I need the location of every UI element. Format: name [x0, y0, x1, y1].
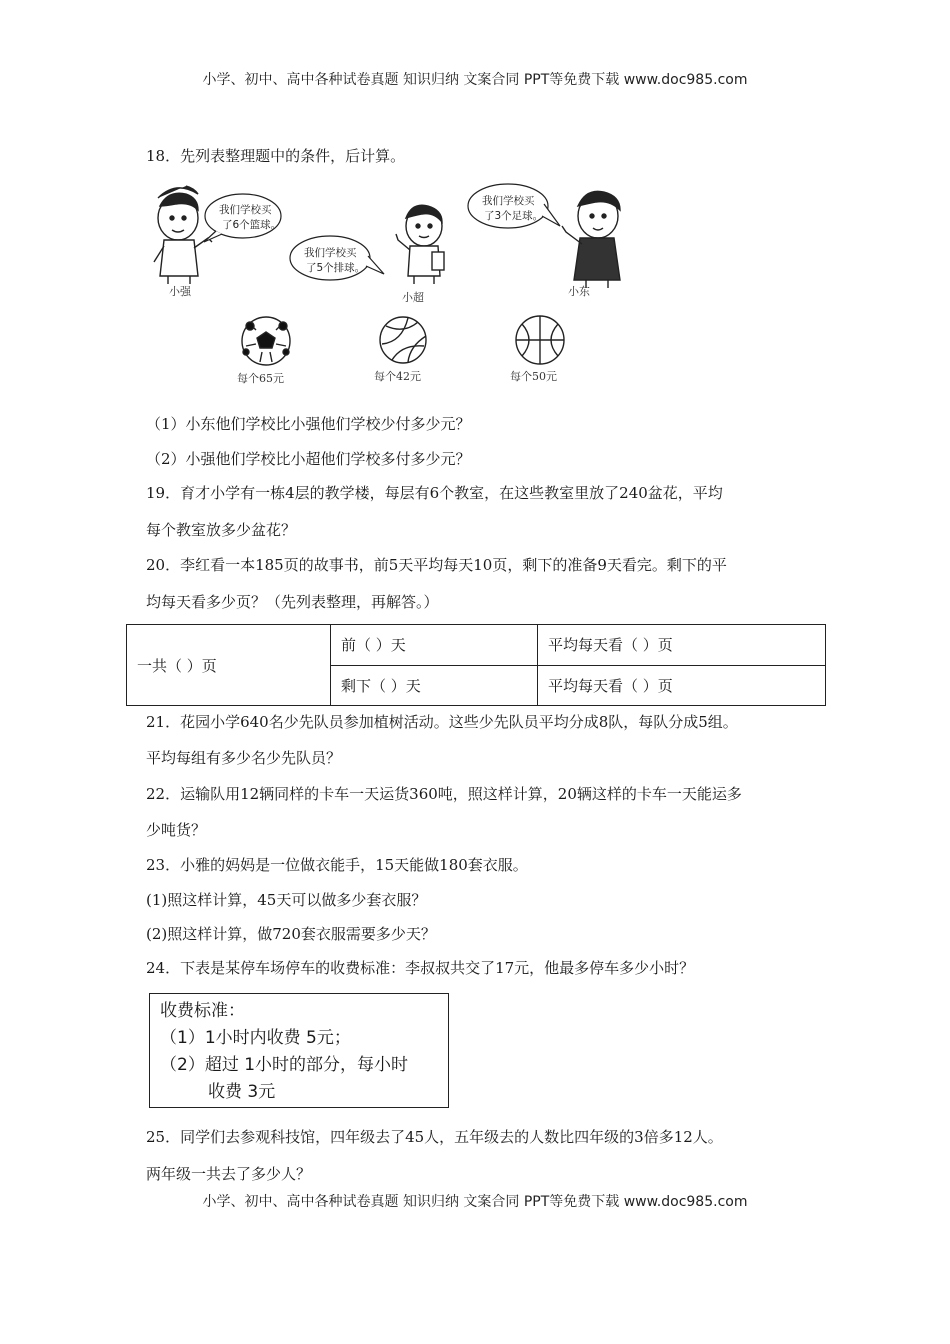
bubble3-line1: 我们学校买 [482, 195, 535, 207]
fee-standard-box [149, 993, 449, 1108]
basketball-icon [516, 316, 564, 364]
cell-row1-days: 前（ ）天 [331, 625, 538, 666]
bubble1-line1: 我们学校买 [219, 204, 272, 216]
speech-bubble-1 [204, 194, 281, 242]
kid-xiaodong-figure [562, 191, 620, 288]
table-row [127, 625, 826, 666]
kid-name-xiaoqiang: 小强 [169, 285, 191, 298]
page-footer: 小学、初中、高中各种试卷真题 知识归纳 文案合同 PPT等免费下载 www.doc985.com [202, 1194, 748, 1210]
fee-rule-2a: （2）超过 1小时的部分，每小时 [160, 1055, 409, 1075]
q22-line2: 少吨货？ [146, 821, 207, 839]
bubble1-line2: 了6个篮球。 [222, 219, 282, 231]
q20-line1: 20．李红看一本185页的故事书，前5天平均每天10页，剩下的准备9天看完。剩下的平 [146, 556, 727, 574]
q22-line1: 22．运输队用12辆同样的卡车一天运货360吨，照这样计算，20辆这样的卡车一天能运多 [146, 785, 742, 803]
fee-rule-2b: 收费 3元 [208, 1082, 276, 1102]
fee-rule-1: （1）1小时内收费 5元； [160, 1028, 351, 1048]
page-header: 小学、初中、高中各种试卷真题 知识归纳 文案合同 PPT等免费下载 www.doc985.com [202, 72, 748, 88]
q18-illustration [146, 176, 636, 391]
kid-name-xiaodong: 小东 [568, 285, 590, 298]
bubble2-line2: 了5个排球。 [306, 262, 366, 274]
kid-name-xiaochao: 小超 [402, 291, 424, 304]
q18-sub2: （2）小强他们学校比小超他们学校多付多少元？ [146, 450, 471, 468]
q23-sub1: (1)照这样计算，45天可以做多少套衣服？ [146, 891, 427, 909]
price-soccer: 每个65元 [237, 372, 284, 385]
cell-row2-avg: 平均每天看（ ）页 [538, 665, 826, 706]
kid-xiaochao-figure [396, 205, 444, 284]
q21-line2: 平均每组有多少名少先队员？ [146, 749, 342, 767]
bubble2-line1: 我们学校买 [304, 247, 357, 259]
q21-line1: 21．花园小学640名少先队员参加植树活动。这些少先队员平均分成8队，每队分成5组。 [146, 713, 738, 731]
q20-table [126, 624, 826, 706]
q19-line1: 19．育才小学有一栋4层的教学楼，每层有6个教室，在这些教室里放了240盆花，平均 [146, 484, 723, 502]
q23-line1: 23．小雅的妈妈是一位做衣能手，15天能做180套衣服。 [146, 856, 528, 874]
soccer-ball-icon [242, 317, 290, 365]
q20-line2: 均每天看多少页？（先列表整理，再解答。） [146, 593, 439, 611]
q25-line2: 两年级一共去了多少人？ [146, 1165, 312, 1183]
volleyball-icon [380, 317, 426, 363]
price-basketball: 每个50元 [510, 370, 557, 383]
q24-line1: 24．下表是某停车场停车的收费标准：李叔叔共交了17元，他最多停车多少小时？ [146, 959, 695, 977]
q23-sub2: (2)照这样计算，做720套衣服需要多少天？ [146, 925, 436, 943]
q25-line1: 25．同学们去参观科技馆，四年级去了45人，五年级去的人数比四年级的3倍多12人。 [146, 1128, 723, 1146]
cell-row1-avg: 平均每天看（ ）页 [538, 625, 826, 666]
q19-line2: 每个教室放多少盆花？ [146, 521, 297, 539]
q18-title: 18．先列表整理题中的条件，后计算。 [146, 147, 406, 165]
q18-sub1: （1）小东他们学校比小强他们学校少付多少元？ [146, 415, 471, 433]
price-volleyball: 每个42元 [374, 370, 421, 383]
cell-total: 一共（ ）页 [127, 625, 331, 706]
kid-xiaoqiang-figure [154, 186, 212, 284]
cell-row2-days: 剩下（ ）天 [331, 665, 538, 706]
bubble3-line2: 了3个足球。 [484, 210, 544, 222]
fee-title: 收费标准： [160, 1001, 245, 1021]
illustration-svg [146, 176, 636, 391]
